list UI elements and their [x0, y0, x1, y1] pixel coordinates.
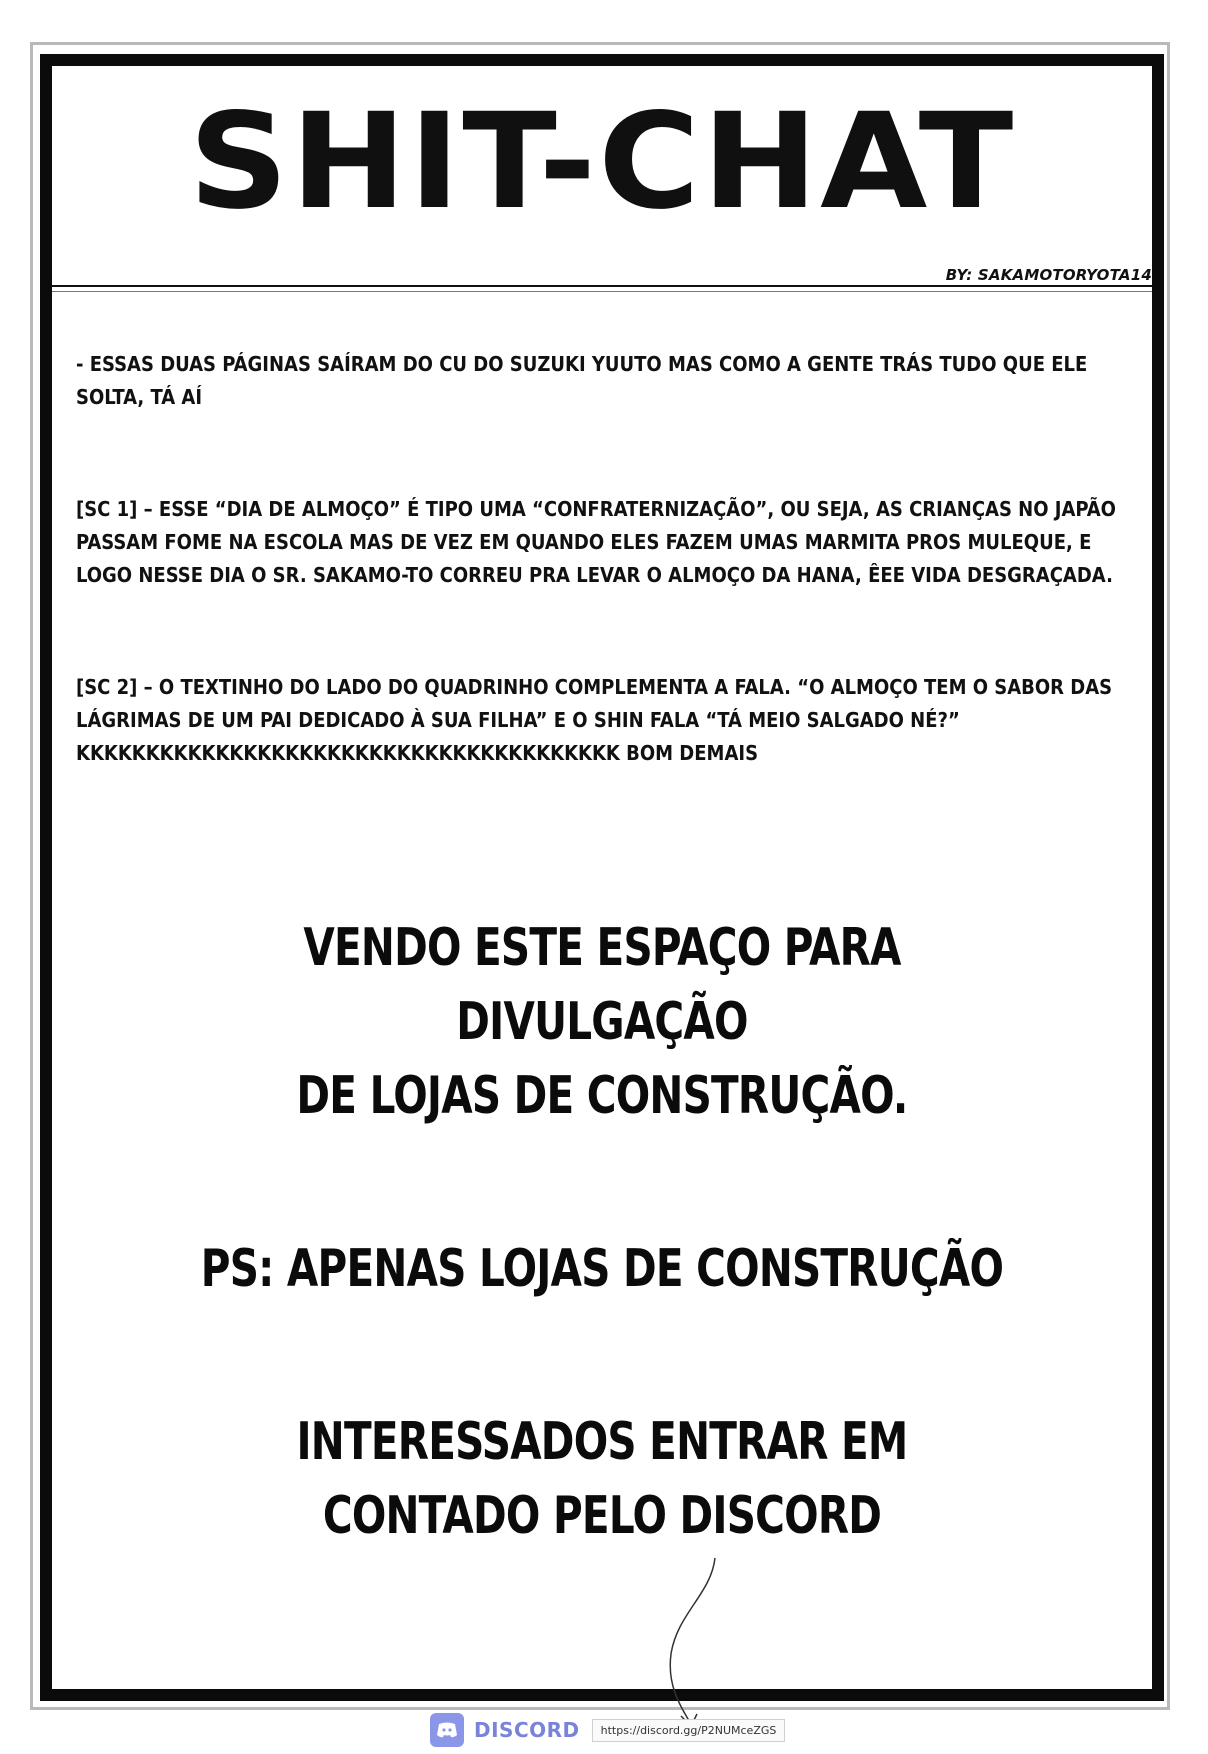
notes-section — [76, 348, 1116, 770]
discord-label: DISCORD — [474, 1718, 580, 1742]
header-divider — [52, 285, 1152, 287]
discord-icon[interactable] — [430, 1713, 464, 1747]
note-intro: - ESSAS DUAS PÁGINAS SAÍRAM DO CU DO SUZUKI YUUTO MAS COMO A GENTE TRÁS TUDO QUE ELE SOLTA, TÁ AÍ — [76, 352, 1088, 409]
down-arrow-icon — [657, 1554, 737, 1734]
discord-footer[interactable] — [430, 1713, 785, 1747]
ad-line-1: VENDO ESTE ESPAÇO PARA DIVULGAÇÃO — [303, 918, 901, 1052]
page-panel — [40, 54, 1164, 1701]
ad-line-2: DE LOJAS DE CONSTRUÇÃO. — [296, 1066, 908, 1126]
ad-contact-line-1: INTERESSADOS ENTRAR EM — [296, 1412, 908, 1472]
discord-link[interactable]: https://discord.gg/P2NUMceZGS — [592, 1719, 786, 1742]
author-byline: BY: SAKAMOTORYOTA14 — [945, 266, 1152, 284]
advertisement-block — [52, 911, 1152, 1553]
ad-contact-line-2: CONTADO PELO DISCORD — [322, 1486, 882, 1546]
header-divider-secondary — [52, 291, 1152, 292]
page-title: SHIT-CHAT — [188, 85, 1016, 239]
ad-ps-line: PS: APENAS LOJAS DE CONSTRUÇÃO — [200, 1239, 1004, 1299]
note-sc1: [SC 1] – ESSE “DIA DE ALMOÇO” É TIPO UMA “CONFRATERNIZAÇÃO”, OU SEJA, AS CRIANÇAS NO JAPÃO PASSAM FOME NA ESCOLA MAS DE VEZ EM QUANDO ELES FAZEM UMAS MARMITA PROS MULEQUE, E LOGO NESSE DIA O SR. SAKAMO-TO CORREU PRA LEVAR O ALMOÇO DA HANA, ÊEE VIDA DESGRAÇADA. — [76, 497, 1116, 587]
note-sc2: [SC 2] – O TEXTINHO DO LADO DO QUADRINHO COMPLEMENTA A FALA. “O ALMOÇO TEM O SABOR DAS LÁGRIMAS DE UM PAI DEDICADO À SUA FILHA” E O SHIN FALA “TÁ MEIO SALGADO NÉ?” KKKKKKKKKKKKKKKKKKKKKKKKKKKKKKKKKKKKKKK BOM DEMAIS — [76, 675, 1113, 765]
